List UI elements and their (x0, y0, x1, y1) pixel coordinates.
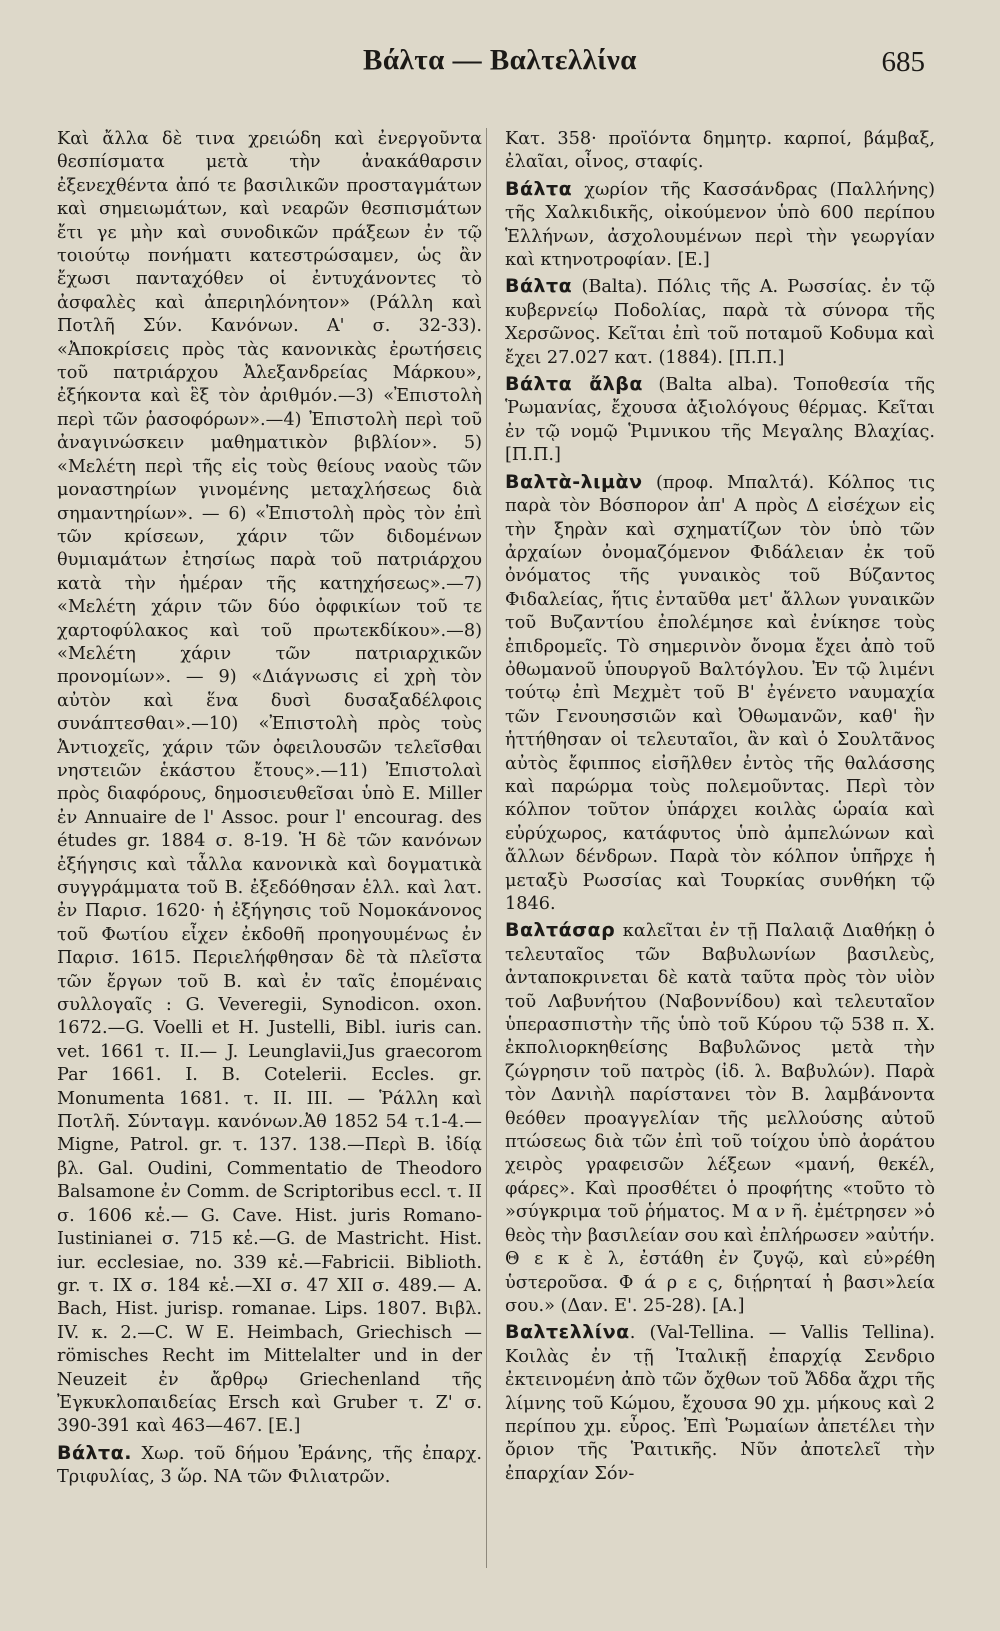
entry-valtellina (505, 1321, 935, 1486)
right-column (505, 128, 935, 1588)
left-column (57, 128, 482, 1588)
entry-text: (Balta). Πόλις τῆς Α. Ρωσσίας. ἐν τῷ κυβερνείῳ Ποδολίας, παρὰ τὰ σύνορα τῆς Χερσῶνος. Κεῖται ἐπὶ τοῦ ποταμοῦ Κοδυμα καὶ ἔχει 27.027 κατ. (1884). [Π.Π.] (505, 277, 935, 368)
entry-valta-liman (505, 471, 935, 917)
entry-text: χωρίον τῆς Κασσάνδρας (Παλλήνης) τῆς Χαλκιδικῆς, οἰκούμενον ὑπὸ 600 περίπου Ἑλλήνων, ἀσχολουμένων περὶ τὴν γεωργίαν καὶ κτηνοτροφίαν. [Ε.] (505, 179, 935, 271)
page-header-title: Βάλτα — Βαλτελλίνα (363, 44, 637, 76)
running-head (0, 40, 1000, 100)
entry-text: (Balta alba). Τοποθεσία τῆς Ῥωμανίας, ἔχουσα ἀξιολόγους θέρμας. Κεῖται ἐν τῷ νομῷ Ῥιμνικου τῆς Μεγαλης Βλαχίας. [Π.Π.] (505, 375, 935, 466)
entry-valta-kassandra (505, 178, 935, 273)
balsamon-entry-continuation: Καὶ ἄλλα δὲ τινα χρειώδη καὶ ἐνεργοῦντα θεσπίσματα μετὰ τὴν ἀνακάθαρσιν ἐξενεχθέντα ἀπό τε βασιλικῶν προσταγμάτων καὶ σημειωμάτων, καὶ νεαρῶν θεσπισμάτων ἔτι γε μὴν καὶ συνοδικῶν πράξεων ἐν τῷ τοιούτῳ πονήματι κατεστρώσαμεν, ὡς ἂν ἔχωσι πανταχόθεν οἱ ἐντυχάνοντες τὸ ἀσφαλὲς καὶ ἀπεριηλόνητον» (Ράλλη καὶ Ποτλῆ Σύν. Κανόνων. Α' σ. 32-33). «Ἀποκρίσεις πρὸς τὰς κανονικὰς ἐρωτήσεις τοῦ πατριάρχου Ἀλεξανδρείας Μάρκου», ἐξήκοντα καὶ ἓξ τὸν ἀριθμόν.—3) «Ἐπιστολὴ περὶ τῶν ῥασοφόρων».—4) Ἐπιστολὴ περὶ τοῦ ἀναγινώσκειν μαθηματικὸν βιβλίον». 5) «Μελέτη περὶ τῆς εἰς τοὺς θείους ναοὺς τῶν μοναστηρίων γινομένης μεταχλήσεως διὰ σημαντηρίων». — 6) «Ἐπιστολὴ πρὸς τὸν ἐπὶ τῶν κρίσεων, χάριν τῶν διδομένων θυμιαμάτων ἐτησίως παρὰ τοῦ πατριάρχου κατὰ τὴν ἡμέραν τῆς κατηχήσεως».—7) «Μελέτη χάριν τῶν δύο ὀφφικίων τοῦ τε χαρτοφύλακος καὶ τοῦ πρωτεκδίκου».—8) «Μελέτη χάριν τῶν πατριαρχικῶν προνομίων». — 9) «Διάγνωσις εἰ χρὴ τὸν αὐτὸν καὶ ἕνα δυσὶ δυσαξαδέλφοις συνάπτεσθαι».—10) «Ἐπιστολὴ πρὸς τοὺς Ἀντιοχεῖς, χάριν τῶν ὀφειλουσῶν τελεῖσθαι νηστειῶν ἑκάστου ἔτους».—11) Ἐπιστολαὶ πρὸς διαφόρους, δημοσιευθεῖσαι ὑπὸ E. Miller ἐν Annuaire de l' Assoc. pour l' encourag. des études gr. 1884 σ. 8-19. Ἡ δὲ τῶν κανόνων ἐξήγησις καὶ τἆλλα κανονικὰ καὶ δογματικὰ συγγράμματα τοῦ Β. ἐξεδόθησαν ἑλλ. καὶ λατ. ἐν Παρισ. 1620· ἡ ἐξήγησις τοῦ Νομοκάνονος τοῦ Φωτίου εἶχεν ἐκδοθῆ προηγουμένως ἐν Παρισ. 1615. Περιελήφθησαν δὲ τὰ πλεῖστα τῶν ἔργων τοῦ Β. καὶ ἐν ταῖς ἐπομέναις συλλογαῖς : G. Veveregii, Synodicon. oxon. 1672.—G. Voelli et H. Justelli, Bibl. iuris can. vet. 1661 τ. II.— J. Leunglavii,Jus graecorom Par 1661. I. B. Cotelerii. Eccles. gr. Monumenta 1681. τ. II. III. — Ῥάλλη καὶ Ποτλῆ. Σύνταγμ. κανόνων.Ἀθ 1852 54 τ.1-4.—Migne, Patrol. gr. τ. 137. 138.—Περὶ Β. ἰδίᾳ βλ. Gal. Oudini, Commentatio de Theodoro Balsamone ἐν Comm. de Scriptoribus eccl. τ. II σ. 1606 κἑ.— G. Cave. Hist. juris Romano-Iustinianei σ. 715 κἑ.—G. de Mastricht. Hist. iur. ecclesiae, no. 339 κἑ.—Fabricii. Biblioth. gr. τ. IX σ. 184 κἑ.—XI σ. 47 XII σ. 489.— A. Bach, Hist. jurisp. romanae. Lips. 1807. Βιβλ. IV. κ. 2.—C. W E. Heimbach, Griechisch — römisches Recht im Mittelalter und in der Neuzeit ἐν ἄρθρῳ Griechenland τῆς Ἐγκυκλοπαιδείας Ersch καὶ Gruber τ. Ζ' σ. 390-391 καὶ 463—467. [E.] (57, 129, 482, 1437)
entry-headword: Βάλτα. (57, 1441, 132, 1464)
entry-headword: Βάλτα (505, 275, 573, 298)
entry-valta-village (57, 1442, 482, 1490)
entry-valta-alba (505, 373, 935, 468)
entry-text: (προφ. Μπαλτά). Κόλπος τις παρὰ τὸν Βόσπορον ἀπ' Α πρὸς Δ εἰσέχων εἰς τὴν ξηρὰν καὶ σχηματίζων τὸν ὑπὸ τῶν ἀρχαίων ὀνομαζόμενον Φιδάλειαν ἐκ τοῦ ὀνόματος τῆς γυναικὸς τοῦ Βύζαντος Φιδαλείας, ἥτις ἐνταῦθα μετ' ἄλλων γυναικῶν τοῦ Βυζαντίου ἐπολέμησε καὶ ἐνίκησε τοὺς ἐπιδρομεῖς. Τὸ σημερινὸν ὄνομα ἔχει ἀπὸ τοῦ ὀθωμανοῦ ὑπουργοῦ Βαλτόγλου. Ἐν τῷ λιμένι τούτῳ ἐπὶ Μεχμὲτ τοῦ Β' ἐγένετο ναυμαχία τῶν Γενουησσιῶν καὶ Ὀθωμανῶν, καθ' ἣν ἡττήθησαν οἱ τελευταῖοι, ἂν καὶ ὁ Σουλτᾶνος αὐτὸς ἔφιππος εἰσῆλθεν ἐντὸς τῆς θαλάσσης καὶ παρώρμα τοὺς πολεμοῦντας. Περὶ τὸν κόλπον τοῦτον ὑπάρχει κοιλὰς ὡραία καὶ εὐρύχωρος, κατάφυτος ὑπὸ ἀμπελώνων καὶ ἄλλων δένδρων. Παρὰ τὸν κόλπον ὑπῆρχε ἡ μεταξὺ Ρωσσίας καὶ Τουρκίας συνθήκη τῷ 1846. (505, 472, 935, 914)
column-divider (486, 128, 487, 1568)
entry-headword: Βαλτάσαρ (505, 919, 616, 942)
entry-headword: Βάλτα (505, 177, 573, 200)
entry-text: καλεῖται ἐν τῇ Παλαιᾷ Διαθήκῃ ὁ τελευταῖος τῶν Βαβυλωνίων βασιλεὺς, ἀνταποκρινεται δὲ κατὰ ταῦτα πρὸς τὸν υἱὸν τοῦ Λαβυνήτου (Ναβοννίδου) καὶ τελευταῖον ὑπερασπιστὴν τῆς ὑπὸ τοῦ Κύρου τῷ 538 π. Χ. ἐκπολιορκηθείσης Βαβυλῶνος μετὰ τὴν ζώγρησιν τοῦ πατρὸς (ἰδ. λ. Βαβυλών). Παρὰ τὸν Δανιὴλ παρίστανει τὸν Β. λαμβάνοντα θεόθεν προαγγελίαν τῆς μελλούσης αὐτοῦ πτώσεως διὰ τῶν ἐπὶ τοῦ τοίχου ὑπὸ ἀοράτου χειρὸς γραφεισῶν λέξεων «μανή, θεκέλ, φάρες». Καὶ προσθέτει ὁ προφήτης «τοῦτο τὸ »σύγκριμα τοῦ ῥήματος. Μ α ν ῆ. ἐμέτρησεν »ὁ θεὸς τὴν βασιλείαν σου καὶ ἐπλήρωσεν »αὐτήν. Θ ε κ ὲ λ, ἐστάθη ἐν ζυγῷ, καὶ εὐ»ρέθη ὑστεροῦσα. Φ ά ρ ε ς, διῄρηταί ἡ βασι»λεία σου.» (Δαν. Ε'. 25-28). [Α.] (505, 921, 935, 1316)
entry-headword: Βαλτελλίνα (505, 1321, 630, 1344)
entry-valta-russia (505, 275, 935, 370)
continuation-text: Κατ. 358· προϊόντα δημητρ. καρποί, βάμβαξ, ἐλαῖαι, οἶνος, σταφίς. (505, 129, 935, 173)
entry-headword: Βάλτα ἄλβα (505, 373, 643, 396)
page-number: 685 (881, 46, 925, 78)
entry-text: . (Val-Tellina. — Vallis Tellina). Κοιλὰς ἐν τῇ Ἰταλικῇ ἐπαρχίᾳ Σενδριο ἐκτεινομένη ἀπὸ τῶν ὄχθων τοῦ Ἄδδα ἄχρι τῆς λίμνης τοῦ Κώμου, ἔχουσα 90 χμ. μήκους καὶ 2 περίπου χμ. εὖρος. Ἐπὶ Ῥωμαίων ἀπετέλει τὴν ὄριον τῆς Ῥαιτικῆς. Νῦν ἀποτελεῖ τὴν ἐπαρχίαν Σόν- (505, 1323, 935, 1484)
entry-valtasar (505, 919, 935, 1318)
entry-headword: Βαλτὰ-λιμὰν (505, 470, 643, 493)
entry-text: Χωρ. τοῦ δήμου Ἐράνης, τῆς ἐπαρχ. Τριφυλίας, 3 ὥρ. ΝΑ τῶν Φιλιατρῶν. (57, 1443, 482, 1488)
